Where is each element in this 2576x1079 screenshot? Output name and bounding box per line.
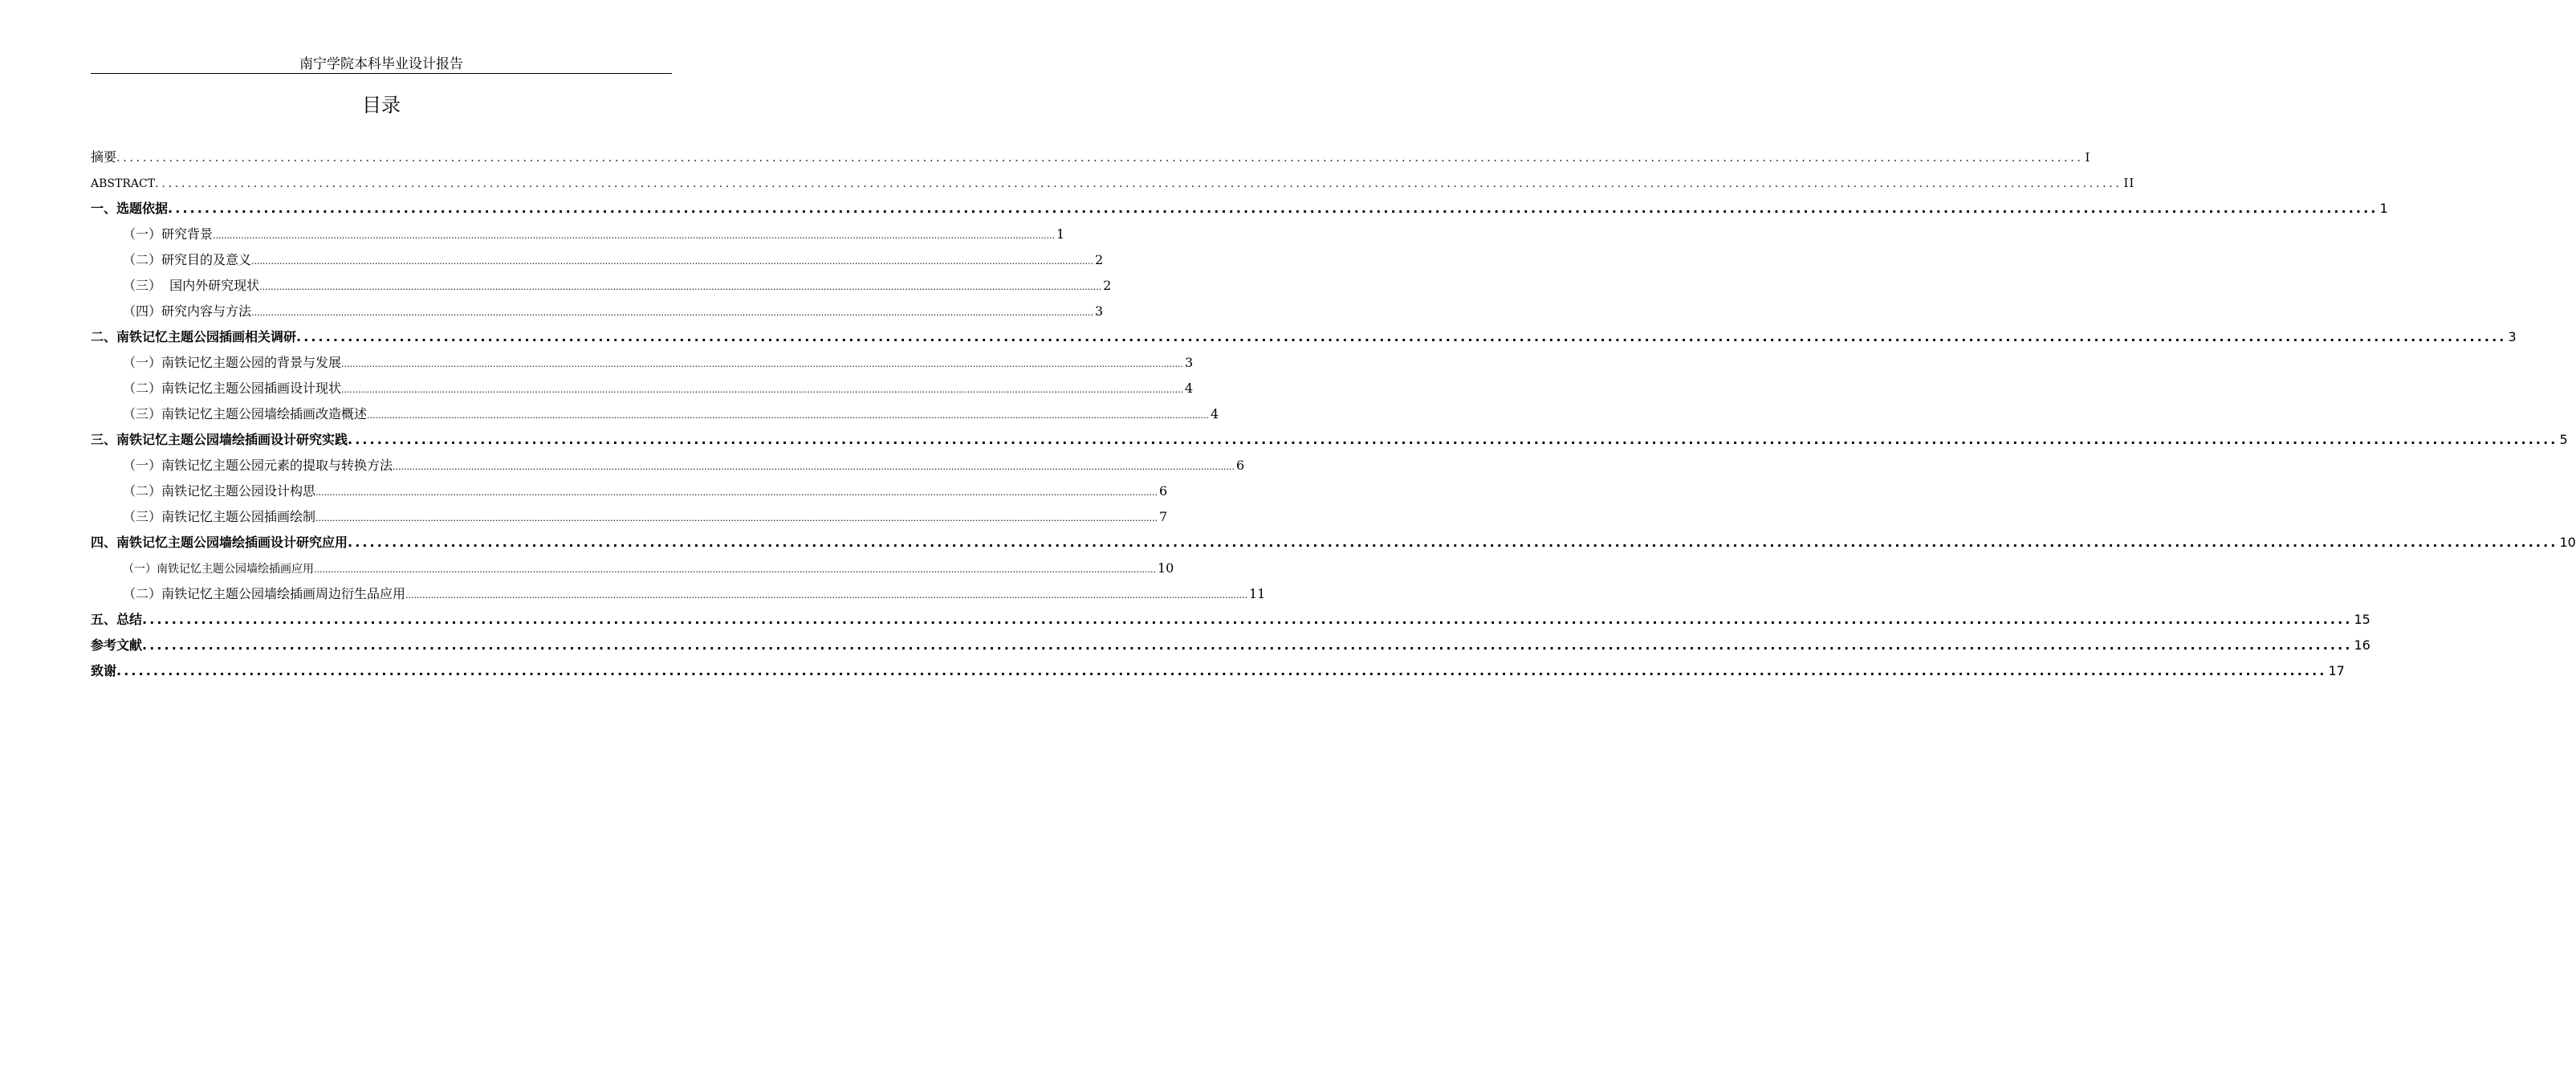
toc-page-number: 1 (1056, 226, 1065, 242)
toc-page-number: II (2123, 176, 2135, 190)
toc-page-number: 3 (2508, 329, 2517, 344)
toc-entry-label: （三） 国内外研究现状 (123, 278, 260, 293)
table-of-contents (91, 145, 2576, 684)
toc-page-number: 3 (1095, 303, 1104, 319)
header-rule (91, 73, 672, 74)
toc-entry-label: 四、南铁记忆主题公园墙绘插画设计研究应用 (91, 535, 348, 550)
toc-subsection-3-3[interactable] (91, 504, 1168, 530)
toc-subsection-1-4[interactable] (91, 299, 1104, 324)
toc-dot-leader: ............................................................................................................................................................................................................................................................................................................ (155, 176, 2122, 190)
toc-dot-leader: ............................................................................................................................................................................................................................................................................................................ (116, 150, 2084, 165)
toc-entry-label: 参考文献 (91, 637, 143, 653)
toc-entry-label: 致谢 (91, 663, 117, 678)
toc-subsection-1-1[interactable] (91, 222, 1065, 247)
toc-subsection-2-2[interactable] (91, 376, 1194, 401)
toc-entry-label: 五、总结 (91, 612, 143, 627)
toc-page-number: 5 (2559, 432, 2568, 447)
toc-entry-label: （二）南铁记忆主题公园设计构思 (123, 483, 316, 499)
toc-subsection-2-1[interactable] (91, 350, 1194, 376)
toc-page-number: 15 (2354, 612, 2370, 627)
toc-dot-leader: ............................................................................................................................................................................................................................................................................................................ (259, 282, 1102, 292)
toc-page-number: 1 (2379, 201, 2388, 216)
toc-dot-leader: ............................................................................................................................................................................................................................................................................................................ (367, 410, 1209, 421)
toc-page-number: 17 (2328, 663, 2345, 678)
toc-entry-label: （三）南铁记忆主题公园插画绘制 (123, 509, 316, 524)
toc-dot-leader: ............................................................................................................................................................................................................................................................................................................ (348, 535, 2558, 550)
toc-subsection-4-1[interactable] (91, 556, 1174, 581)
toc-page-number: 10 (2559, 535, 2576, 550)
toc-entry-label: 一、选题依据 (91, 201, 169, 216)
toc-subsection-1-3[interactable] (91, 273, 1112, 299)
toc-dot-leader: ............................................................................................................................................................................................................................................................................................................ (251, 307, 1093, 318)
toc-dot-leader: ............................................................................................................................................................................................................................................................................................................ (168, 201, 2379, 216)
toc-dot-leader: ............................................................................................................................................................................................................................................................................................................ (348, 432, 2558, 447)
toc-page-number: 2 (1095, 252, 1104, 267)
toc-dot-leader: ............................................................................................................................................................................................................................................................................................................ (213, 230, 1055, 241)
toc-entry-label: （二）研究目的及意义 (123, 252, 252, 267)
toc-section-3[interactable] (91, 427, 2568, 453)
toc-entry-label: （二）南铁记忆主题公园墙绘插画周边衍生品应用 (123, 586, 406, 601)
toc-dot-leader: ............................................................................................................................................................................................................................................................................................................ (296, 329, 2507, 344)
toc-dot-leader: ............................................................................................................................................................................................................................................................................................................ (393, 462, 1235, 472)
toc-dot-leader: ............................................................................................................................................................................................................................................................................................................ (142, 637, 2353, 653)
toc-entry-label: 摘要 (91, 149, 117, 165)
toc-page-number: 16 (2354, 637, 2370, 653)
toc-dot-leader: ............................................................................................................................................................................................................................................................................................................ (405, 590, 1247, 601)
toc-entry-label: （一）南铁记忆主题公园的背景与发展 (123, 355, 342, 370)
toc-subsection-2-3[interactable] (91, 401, 1219, 427)
toc-dot-leader: ............................................................................................................................................................................................................................................................................................................ (315, 487, 1158, 498)
toc-page-number: 10 (1157, 560, 1174, 576)
toc-dot-leader: ............................................................................................................................................................................................................................................................................................................ (341, 359, 1183, 369)
toc-subsection-1-2[interactable] (91, 247, 1104, 273)
page-header: 南宁学院本科毕业设计报告 (299, 56, 463, 72)
toc-entry-conclusion[interactable] (91, 607, 2370, 633)
toc-entry-acknowledgements[interactable] (91, 658, 2345, 684)
toc-page-number: 11 (1249, 586, 1266, 601)
toc-page-number: 7 (1159, 509, 1168, 524)
toc-dot-leader: ............................................................................................................................................................................................................................................................................................................ (315, 513, 1158, 523)
toc-page-number: 6 (1236, 458, 1245, 473)
toc-section-2[interactable] (91, 324, 2517, 350)
toc-section-4[interactable] (91, 530, 2576, 556)
toc-dot-leader: ............................................................................................................................................................................................................................................................................................................ (116, 663, 2327, 678)
toc-page-number: 4 (1185, 381, 1194, 396)
toc-subsection-4-2[interactable] (91, 581, 1266, 607)
toc-entry-label: （四）研究内容与方法 (123, 303, 252, 319)
toc-page-number: 4 (1211, 406, 1219, 421)
toc-page-number: 3 (1185, 355, 1194, 370)
toc-subsection-3-1[interactable] (91, 453, 1245, 478)
toc-title: 目录 (362, 94, 401, 116)
toc-dot-leader: ............................................................................................................................................................................................................................................................................................................ (142, 612, 2353, 627)
toc-dot-leader: ............................................................................................................................................................................................................................................................................................................ (251, 256, 1093, 267)
toc-entry-label: 二、南铁记忆主题公园插画相关调研 (91, 329, 297, 344)
toc-entry-label: （一）南铁记忆主题公园元素的提取与转换方法 (123, 458, 393, 473)
toc-entry-abstract-en[interactable] (91, 170, 2135, 196)
toc-entry-abstract-cn[interactable] (91, 145, 2091, 170)
toc-entry-label: （三）南铁记忆主题公园墙绘插画改造概述 (123, 406, 368, 421)
toc-page-number: 2 (1103, 278, 1112, 293)
toc-section-1[interactable] (91, 196, 2388, 222)
toc-entry-references[interactable] (91, 633, 2370, 658)
toc-dot-leader: ............................................................................................................................................................................................................................................................................................................ (314, 564, 1156, 575)
toc-dot-leader: ............................................................................................................................................................................................................................................................................................................ (341, 385, 1183, 395)
toc-page-number: 6 (1159, 483, 1168, 499)
toc-page-number: I (2085, 150, 2091, 165)
toc-entry-label: ABSTRACT (91, 177, 156, 190)
toc-entry-label: （二）南铁记忆主题公园插画设计现状 (123, 381, 342, 396)
toc-entry-label: （一）南铁记忆主题公园墙绘插画应用 (123, 563, 314, 576)
toc-subsection-3-2[interactable] (91, 478, 1168, 504)
toc-entry-label: 三、南铁记忆主题公园墙绘插画设计研究实践 (91, 432, 348, 447)
toc-entry-label: （一）研究背景 (123, 226, 214, 242)
